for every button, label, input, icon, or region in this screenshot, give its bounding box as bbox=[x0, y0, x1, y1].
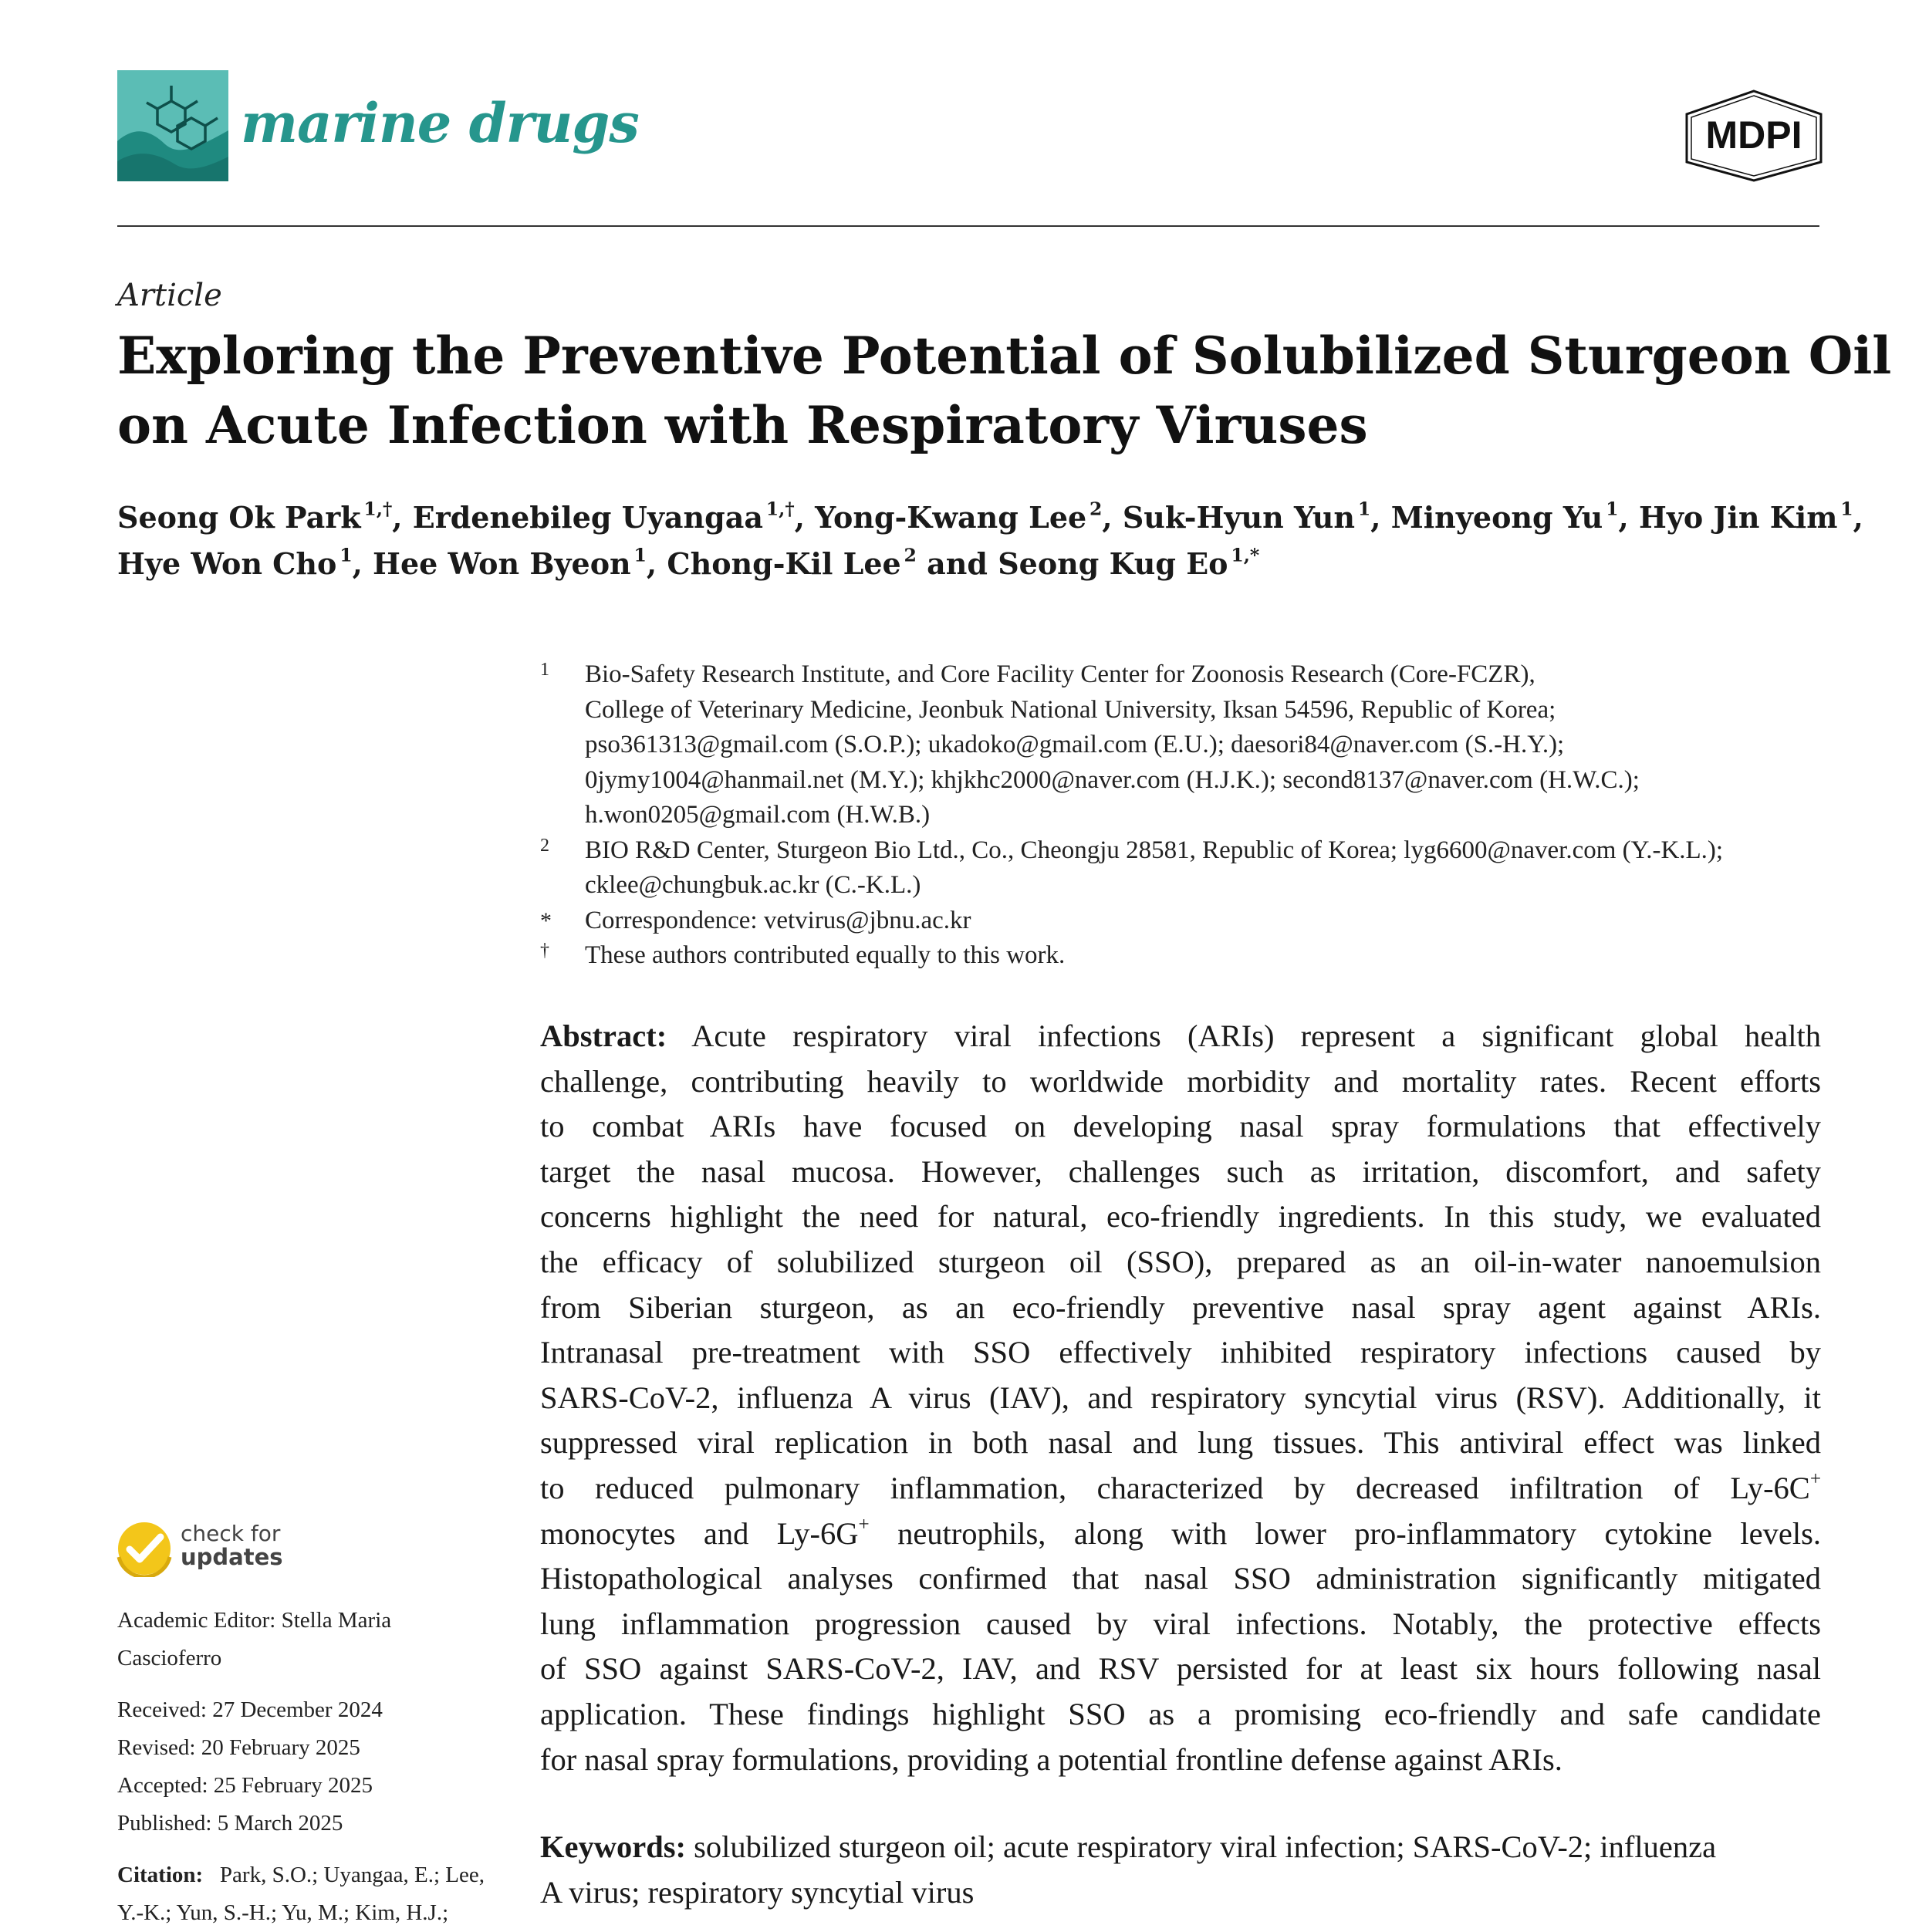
published-date: Published: 5 March 2025 bbox=[117, 1811, 343, 1836]
author-list bbox=[117, 495, 1863, 587]
keywords-line: Keywords: solubilized sturgeon oil; acute respiratory viral infection; SARS-CoV-2; influenza bbox=[540, 1829, 1717, 1864]
author-name: Erdenebileg Uyangaa bbox=[412, 500, 763, 535]
abstract-line: for nasal spray formulations, providing a potential frontline defense against ARIs. bbox=[540, 1741, 1562, 1777]
affiliation-mark: 2 bbox=[540, 835, 549, 856]
check-for-updates-button[interactable] bbox=[116, 1520, 293, 1582]
title-line: on Acute Infection with Respiratory Viruses bbox=[117, 395, 1368, 455]
equal-contribution-note: † These authors contributed equally to this work. bbox=[540, 938, 1852, 974]
received-date: Received: 27 December 2024 bbox=[117, 1697, 383, 1722]
abstract-line: challenge, contributing heavily to worldwide morbidity and mortality rates. Recent efforts bbox=[540, 1063, 1821, 1099]
abstract-line: Abstract: Acute respiratory viral infections (ARIs) represent a significant global health bbox=[540, 1018, 1821, 1053]
abstract-line: lung inflammation progression caused by viral infections. Notably, the protective effects bbox=[540, 1606, 1821, 1641]
abstract-line: suppressed viral replication in both nasal and lung tissues. This antiviral effect was linked bbox=[540, 1425, 1821, 1461]
affiliation-item: 1 Bio-Safety Research Institute, and Core Facility Center for Zoonosis Research (Core-FCZR), College of Veterinary Medicine, Jeonbuk National University, Iksan 54596, Republic of Korea; pso361313@gmail.com (S.O.P.); ukadoko@gmail.com (E.U.); daesori84@naver.com (S.-H.Y.); 0jymy1004@hanmail.net (M.Y.); khjkhc2000@naver.com (H.J.K.); second8137@naver.com (H.W.C.); h.won0205@gmail.com (H.W.B.) bbox=[540, 657, 1852, 833]
affiliation-mark: 1 bbox=[540, 660, 549, 680]
abstract-line: the efficacy of solubilized sturgeon oil (SSO), prepared as an oil-in-water nanoemulsion bbox=[540, 1244, 1821, 1279]
keywords-label: Keywords: bbox=[540, 1829, 686, 1864]
abstract-line: target the nasal mucosa. However, challenges such as irritation, discomfort, and safety bbox=[540, 1153, 1821, 1189]
author-name: Hyo Jin Kim bbox=[1638, 500, 1838, 535]
author-name: Seong Kug Eo bbox=[998, 546, 1228, 581]
abstract-label: Abstract: bbox=[540, 1018, 667, 1053]
affiliation-mark: † bbox=[540, 941, 549, 961]
citation: Citation: Park, S.O.; Uyangaa, E.; Lee, bbox=[117, 1863, 485, 1887]
abstract-line: to reduced pulmonary inflammation, characterized by decreased infiltration of Ly-6C+ bbox=[540, 1468, 1821, 1505]
revised-date: Revised: 20 February 2025 bbox=[117, 1735, 360, 1760]
journal-logo-icon bbox=[117, 70, 228, 181]
abstract-line: from Siberian sturgeon, as an eco-friendly preventive nasal spray agent against ARIs. bbox=[540, 1289, 1821, 1325]
abstract-line: to combat ARIs have focused on developing nasal spray formulations that effectively bbox=[540, 1109, 1821, 1144]
citation-label: Citation: bbox=[117, 1863, 204, 1887]
author-name: Yong-Kwang Lee bbox=[815, 500, 1087, 535]
academic-editor: Cascioferro bbox=[117, 1646, 222, 1670]
author-name: Hee Won Byeon bbox=[373, 546, 631, 581]
article-info-sidebar bbox=[117, 1602, 526, 1932]
affiliation-item: 2 BIO R&D Center, Sturgeon Bio Ltd., Co., Cheongju 28581, Republic of Korea; lyg6600@naver.com (Y.-K.L.); cklee@chungbuk.ac.kr (C.-K.L.) bbox=[540, 833, 1852, 904]
check-updates-line2: updates bbox=[181, 1544, 283, 1570]
abstract-line: Intranasal pre-treatment with SSO effectively inhibited respiratory infections caused by bbox=[540, 1335, 1821, 1370]
author-name: Suk-Hyun Yun bbox=[1122, 500, 1356, 535]
journal-name: marine drugs bbox=[241, 91, 639, 155]
accepted-date: Accepted: 25 February 2025 bbox=[117, 1773, 373, 1798]
mdpi-logo-text: MDPI bbox=[1705, 113, 1802, 157]
abstract-line: of SSO against SARS-CoV-2, IAV, and RSV persisted for at least six hours following nasal bbox=[540, 1651, 1821, 1687]
header-divider bbox=[117, 225, 1819, 227]
correspondence-item: * Correspondence: vetvirus@jbnu.ac.kr bbox=[540, 904, 1852, 939]
mdpi-logo bbox=[1682, 88, 1826, 184]
abstract-line: SARS-CoV-2, influenza A virus (IAV), and respiratory syncytial virus (RSV). Additionally, it bbox=[540, 1380, 1821, 1415]
abstract-line: concerns highlight the need for natural, eco-friendly ingredients. In this study, we evaluated bbox=[540, 1199, 1821, 1235]
abstract-line: Histopathological analyses confirmed that nasal SSO administration significantly mitigated bbox=[540, 1561, 1821, 1596]
keywords-line: A virus; respiratory syncytial virus bbox=[540, 1874, 975, 1910]
title-line: Exploring the Preventive Potential of Solubilized Sturgeon Oil bbox=[117, 326, 1892, 386]
author-name: Minyeong Yu bbox=[1390, 500, 1603, 535]
affiliation-mark: * bbox=[540, 907, 552, 934]
article-type: Article bbox=[117, 278, 222, 313]
check-updates-icon bbox=[116, 1520, 173, 1577]
abstract bbox=[540, 1014, 1821, 1782]
article-title bbox=[117, 321, 1892, 460]
academic-editor: Academic Editor: Stella Maria bbox=[117, 1608, 392, 1633]
keywords bbox=[540, 1825, 1821, 1915]
abstract-line: monocytes and Ly-6G+ neutrophils, along with lower pro-inflammatory cytokine levels. bbox=[540, 1513, 1821, 1551]
author-name: Seong Ok Park bbox=[117, 500, 361, 535]
affiliations bbox=[540, 657, 1852, 974]
citation: Y.-K.; Yun, S.-H.; Yu, M.; Kim, H.J.; bbox=[117, 1900, 449, 1925]
author-line: Seong Ok Park $^{1,\dagger}$, Erdenebileg Uyangaa $^{1,\dagger}$, Yong-Kwang Lee $^2$, Suk-Hyun Yun $^1$, Minyeong Yu $^1$, Hyo Jin Kim $^1$, bbox=[117, 498, 1863, 535]
abstract-line: application. These findings highlight SSO as a promising eco-friendly and safe candidate bbox=[540, 1696, 1821, 1731]
author-name: Chong-Kil Lee bbox=[667, 546, 901, 581]
author-name: Hye Won Cho bbox=[117, 546, 337, 581]
author-line: Hye Won Cho $^1$, Hee Won Byeon $^1$, Chong-Kil Lee $^2$ and Seong Kug Eo $^{1,*}$ bbox=[117, 544, 1260, 581]
check-updates-line1: check for bbox=[181, 1521, 281, 1546]
